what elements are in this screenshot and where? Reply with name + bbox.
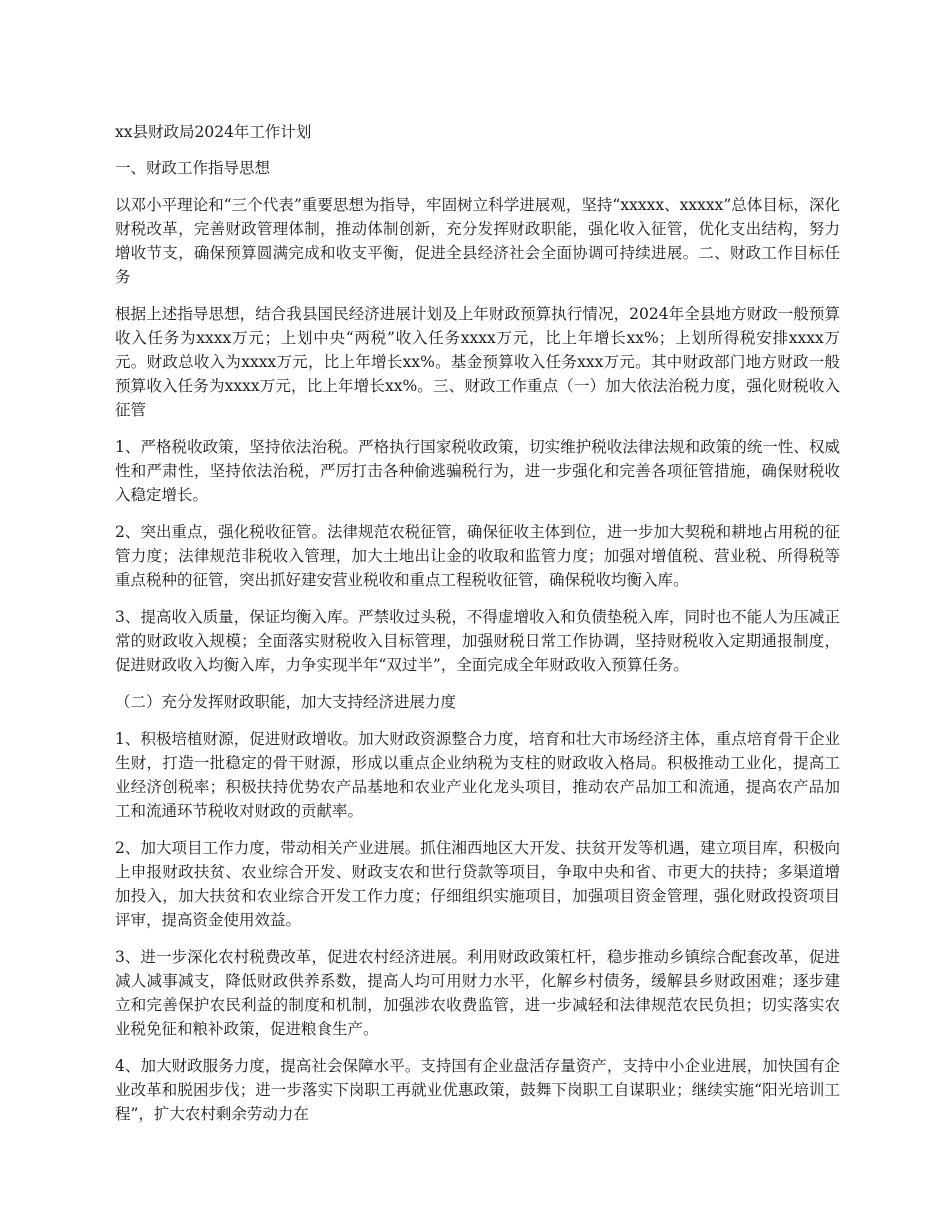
paragraph-social-security: 4、加大财政服务力度，提高社会保障水平。支持国有企业盘活存量资产，支持中小企业进展，加快国有企业改革和脱困步伐；进一步落实下岗职工再就业优惠政策，鼓舞下岗职工自谋职业；继续实施“阳光培训工程”，扩大农村剩余劳动力在 [115, 1057, 840, 1123]
paragraph-revenue-sources: 1、积极培植财源，促进财政增收。加大财政资源整合力度，培育和壮大市场经济主体，重点培育骨干企业生财，打造一批稳定的骨干财源，形成以重点企业纳税为支柱的财政收入格局。积极推动工业化，提高工业经济创税率；积极扶持优势农产品基地和农业产业化龙头项目，推动农产品加工和流通，提高农产品加工和流通环节税收对财政的贡献率。 [115, 730, 840, 820]
paragraph-guiding-thought: 以邓小平理论和“三个代表”重要思想为指导，牢固树立科学进展观，坚持“xxxxx、xxxxx”总体目标，深化财税改革，完善财政管理体制，推动体制创新，充分发挥财政职能，强化收入征管，优化支出结构，努力增收节支，确保预算圆满完成和收支平衡，促进全县经济社会全面协调可持续进展。二、财政工作目标任务 [115, 196, 840, 286]
document-title: xx县财政局2024年工作计划 [115, 123, 312, 141]
section-heading-1: 一、财政工作指导思想 [115, 159, 271, 177]
paragraph-tax-policy: 1、严格税收政策，坚持依法治税。严格执行国家税收政策，切实维护税收法律法规和政策的统一性、权威性和严肃性，坚持依法治税，严厉打击各种偷逃骗税行为，进一步强化和完善各项征管措施，确保财税收入稳定增长。 [115, 438, 840, 504]
document-body [115, 120, 840, 1139]
paragraph-revenue-quality: 3、提高收入质量，保证均衡入库。严禁收过头税，不得虚增收入和负债垫税入库，同时也不能人为压减正常的财政收入规模；全面落实财税收入目标管理，加强财税日常工作协调，坚持财税收入定期通报制度，促进财政收入均衡入库，力争实现半年“双过半”，全面完成全年财政收入预算任务。 [115, 608, 840, 674]
paragraph-tax-collection: 2、突出重点，强化税收征管。法律规范农税征管，确保征收主体到位，进一步加大契税和耕地占用税的征管力度；法律规范非税收入管理，加大土地出让金的收取和监管力度；加强对增值税、营业税、所得税等重点税种的征管，突出抓好建安营业税收和重点工程税收征管，确保税收均衡入库。 [115, 523, 840, 589]
paragraph-rural-reform: 3、进一步深化农村税费改革，促进农村经济进展。利用财政政策杠杆，稳步推动乡镇综合配套改革，促进减人减事减支，降低财政供养系数，提高人均可用财力水平，化解乡村债务，缓解县乡财政困难；逐步建立和完善保护农民利益的制度和机制，加强涉农收费监管，进一步减轻和法律规范农民负担；切实落实农业税免征和粮补政策，促进粮食生产。 [115, 948, 840, 1038]
paragraph-targets: 根据上述指导思想，结合我县国民经济进展计划及上年财政预算执行情况，2024年全县地方财政一般预算收入任务为xxxx万元；上划中央“两税”收入任务xxxx万元，比上年增长xx%；上划所得税安排xxxx万元。财政总收入为xxxx万元，比上年增长xx%。基金预算收入任务xxx万元。其中财政部门地方财政一般预算收入任务为xxxx万元，比上年增长xx%。三、财政工作重点（一）加大依法治税力度，强化财税收入征管 [115, 305, 840, 419]
paragraph-projects: 2、加大项目工作力度，带动相关产业进展。抓住湘西地区大开发、扶贫开发等机遇，建立项目库，积极向上申报财政扶贫、农业综合开发、财政支农和世行贷款等项目，争取中央和省、市更大的扶持；多渠道增加投入，加大扶贫和农业综合开发工作力度；仔细组织实施项目，加强项目资金管理，强化财政投资项目评审，提高资金使用效益。 [115, 839, 840, 929]
section-heading-2: （二）充分发挥财政职能，加大支持经济进展力度 [115, 693, 457, 711]
